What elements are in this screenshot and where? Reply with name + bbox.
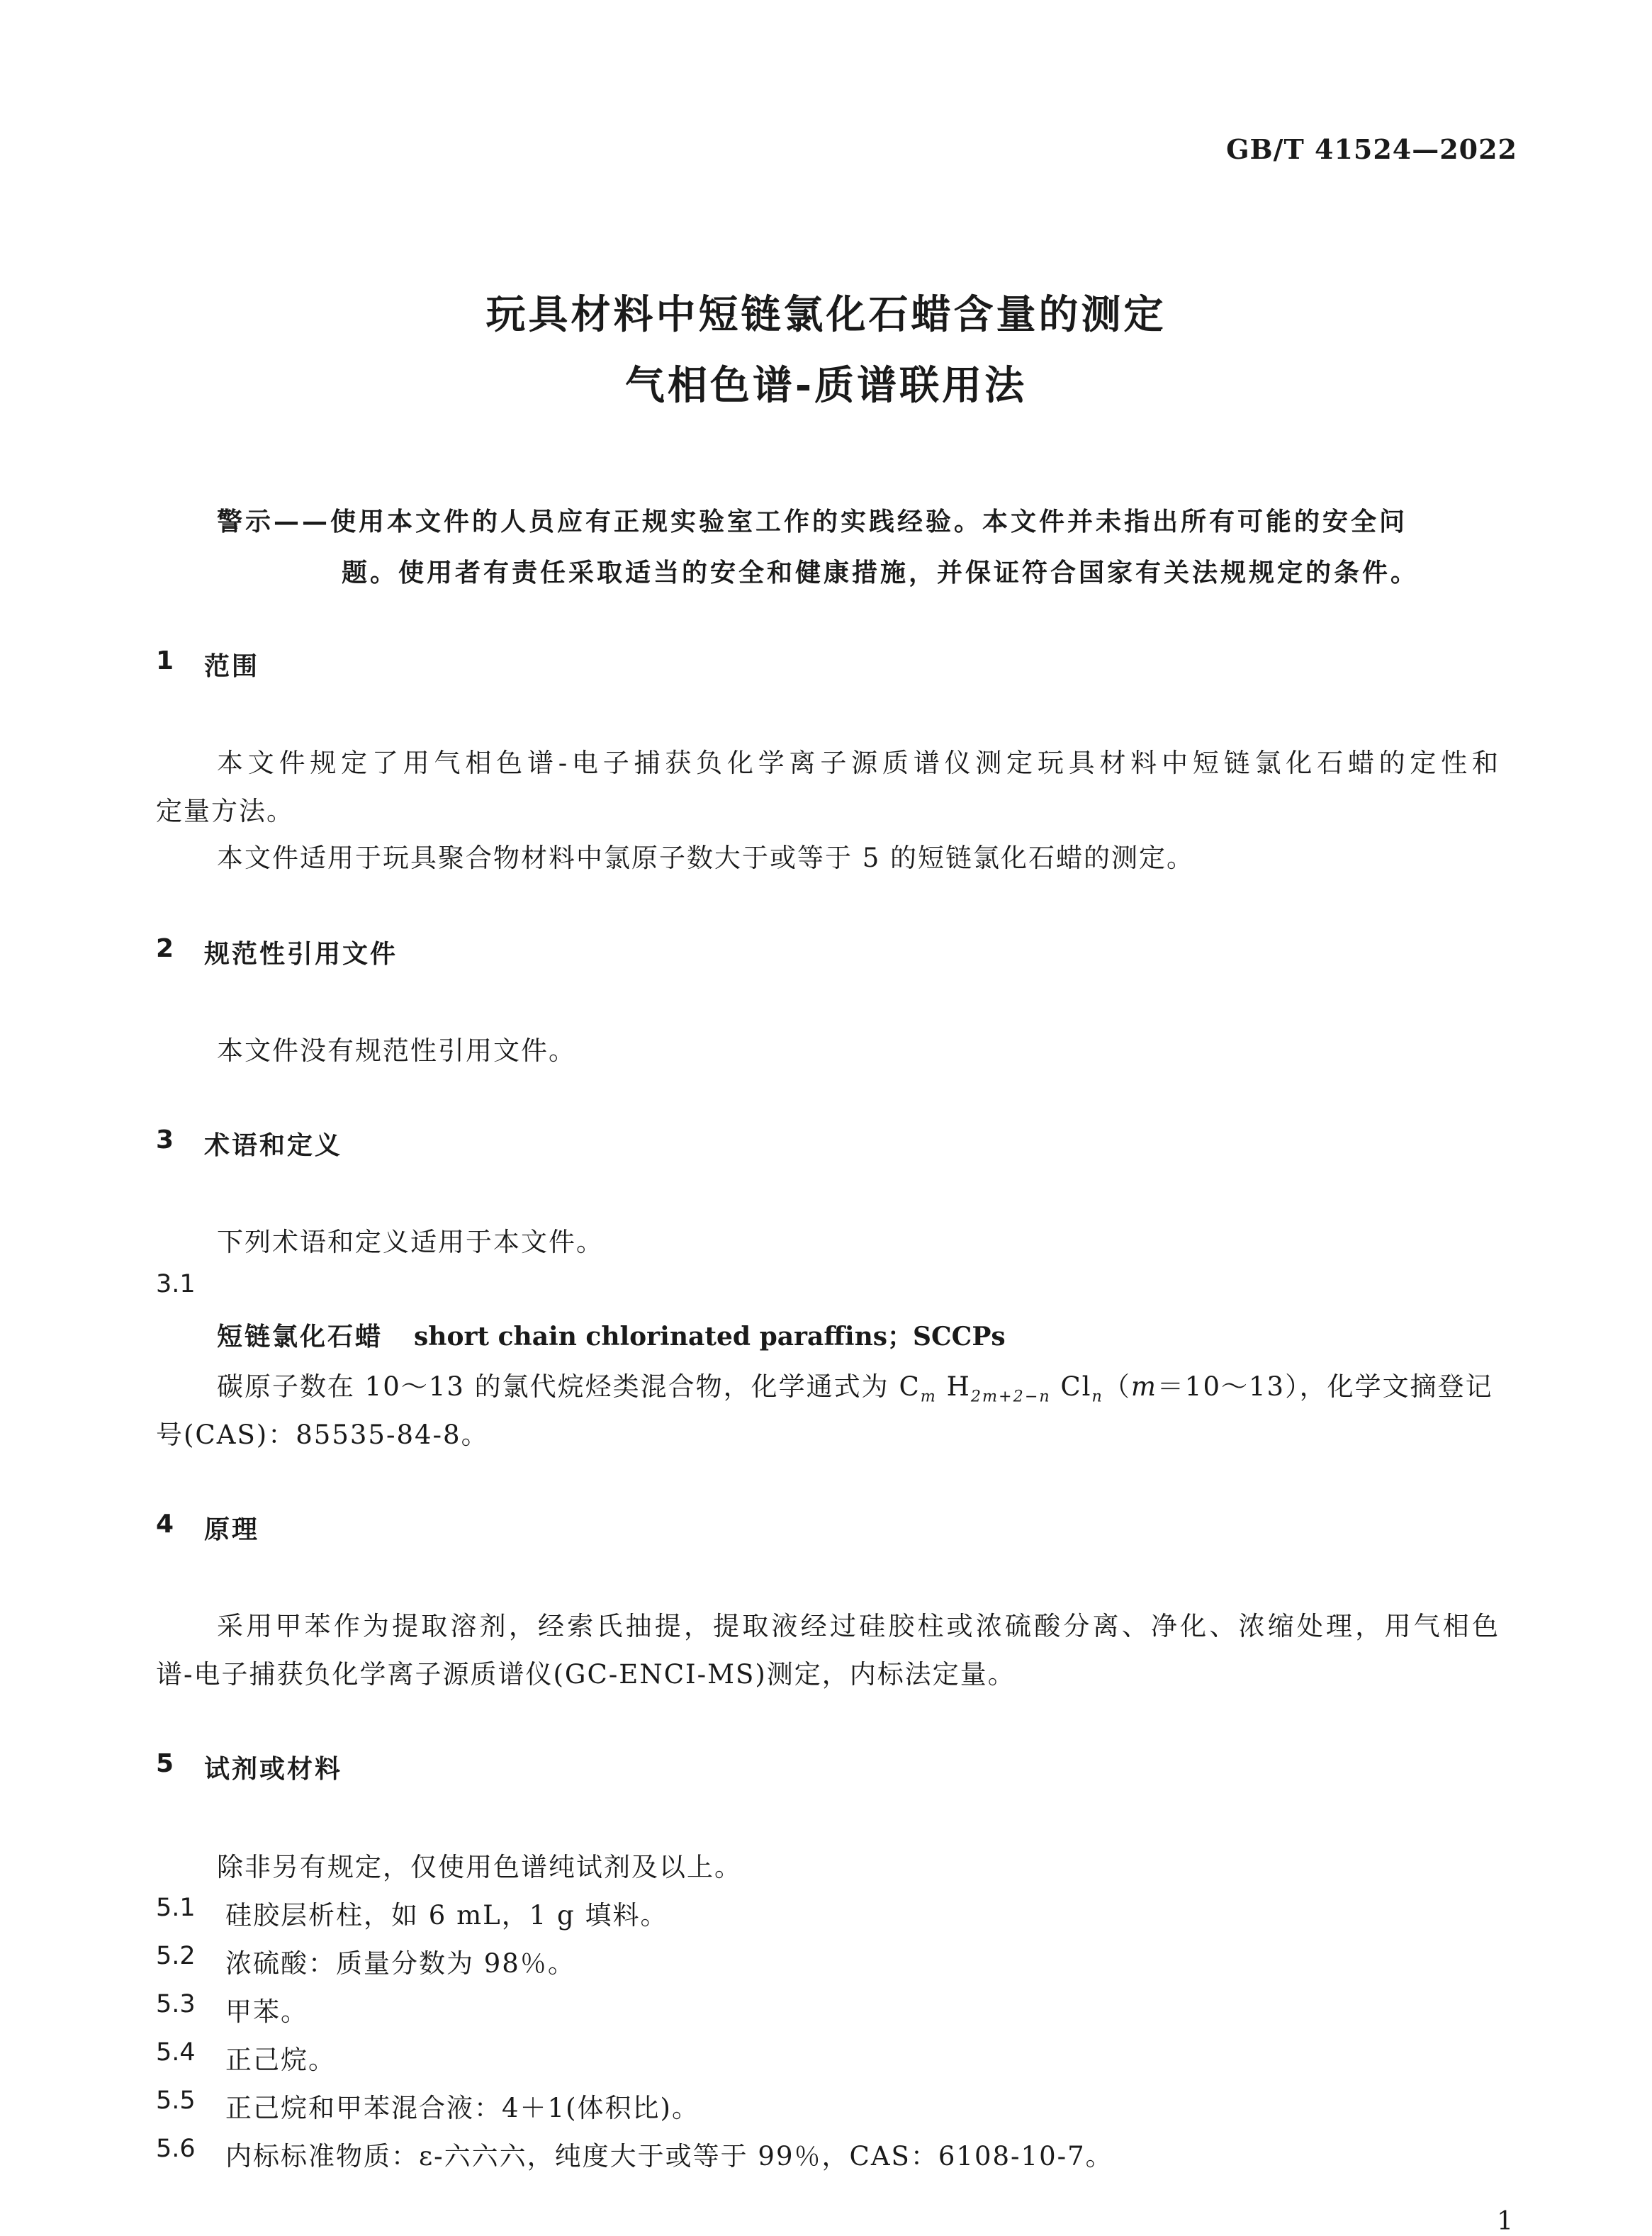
page-title: 玩具材料中短链氯化石蜡含量的测定 — [485, 292, 1167, 338]
formula-text: H — [946, 1371, 971, 1402]
term-chinese: 短链氯化石蜡 — [217, 1322, 383, 1352]
list-item: 内标标准物质：ε-六六六，纯度大于或等于 99％，CAS：6108-10-7。 — [225, 2141, 1113, 2172]
warning-line-1: 警示——使用本文件的人员应有正规实验室工作的实践经验。本文件并未指出所有可能的安全问 — [217, 507, 1408, 536]
warning-line-2: 题。使用者有责任采取适当的安全和健康措施，并保证符合国家有关法规规定的条件。 — [342, 558, 1420, 588]
list-item: 正己烷。 — [225, 2045, 336, 2075]
paragraph: 下列术语和定义适用于本文件。 — [217, 1227, 604, 1257]
list-item: 甲苯。 — [225, 1996, 308, 2027]
page-subtitle: 气相色谱-质谱联用法 — [624, 363, 1028, 409]
item-number: 5.6 — [156, 2135, 196, 2163]
term-definition-line: 号(CAS)：85535-84-8。 — [156, 1420, 489, 1450]
formula-subscript: n — [1091, 1387, 1103, 1406]
paragraph-line: 谱-电子捕获负化学离子源质谱仪(GC-ENCI-MS)测定，内标法定量。 — [156, 1659, 1016, 1690]
list-item: 硅胶层析柱，如 6 mL，1 g 填料。 — [225, 1900, 668, 1931]
definition-text: 碳原子数在 10～13 的氯代烷烃类混合物，化学通式为 C — [217, 1371, 921, 1402]
list-item: 正己烷和甲苯混合液：4＋1(体积比)。 — [225, 2093, 699, 2123]
item-number: 5.1 — [156, 1894, 196, 1922]
list-item: 浓硫酸：质量分数为 98％。 — [225, 1948, 575, 1979]
section-title: 原理 — [204, 1515, 260, 1544]
term-entry — [217, 1317, 1006, 1353]
formula-subscript: m — [920, 1387, 937, 1406]
item-number: 5.2 — [156, 1942, 196, 1970]
section-title: 术语和定义 — [204, 1131, 343, 1160]
item-number: 5.5 — [156, 2086, 196, 2115]
definition-text: ＝10～13），化学文摘登记 — [1157, 1371, 1493, 1402]
paragraph-line: 定量方法。 — [156, 796, 294, 826]
definition-text: （ — [1103, 1371, 1131, 1402]
item-number: 5.4 — [156, 2038, 196, 2067]
section-number: 5 — [156, 1749, 176, 1778]
formula-variable: m — [1130, 1371, 1157, 1402]
term-definition — [217, 1365, 1493, 1405]
paragraph: 本文件适用于玩具聚合物材料中氯原子数大于或等于 5 的短链氯化石蜡的测定。 — [217, 843, 1195, 873]
section-number: 1 — [156, 646, 176, 675]
section-number: 2 — [156, 934, 176, 963]
section-title: 规范性引用文件 — [204, 940, 398, 969]
term-english: short chain chlorinated paraffins；SCCPs — [414, 1322, 1006, 1352]
paragraph: 本文件没有规范性引用文件。 — [217, 1035, 576, 1066]
formula-subscript: 2m+2−n — [970, 1387, 1051, 1406]
item-number: 5.3 — [156, 1990, 196, 2018]
term-number: 3.1 — [156, 1270, 196, 1298]
formula-text: Cl — [1060, 1371, 1092, 1402]
paragraph-line: 采用甲苯作为提取溶剂，经索氏抽提，提取液经过硅胶柱或浓硫酸分离、净化、浓缩处理，用气相色 — [217, 1611, 1500, 1641]
paragraph-line: 本文件规定了用气相色谱-电子捕获负化学离子源质谱仪测定玩具材料中短链氯化石蜡的定性和 — [217, 748, 1500, 778]
page-number: 1 — [1497, 2207, 1513, 2236]
section-number: 4 — [156, 1510, 176, 1539]
section-title: 试剂或材料 — [204, 1755, 343, 1784]
section-title: 范围 — [204, 652, 260, 681]
standard-number: GB/T 41524—2022 — [1226, 133, 1517, 165]
section-number: 3 — [156, 1125, 176, 1154]
paragraph: 除非另有规定，仅使用色谱纯试剂及以上。 — [217, 1852, 742, 1882]
